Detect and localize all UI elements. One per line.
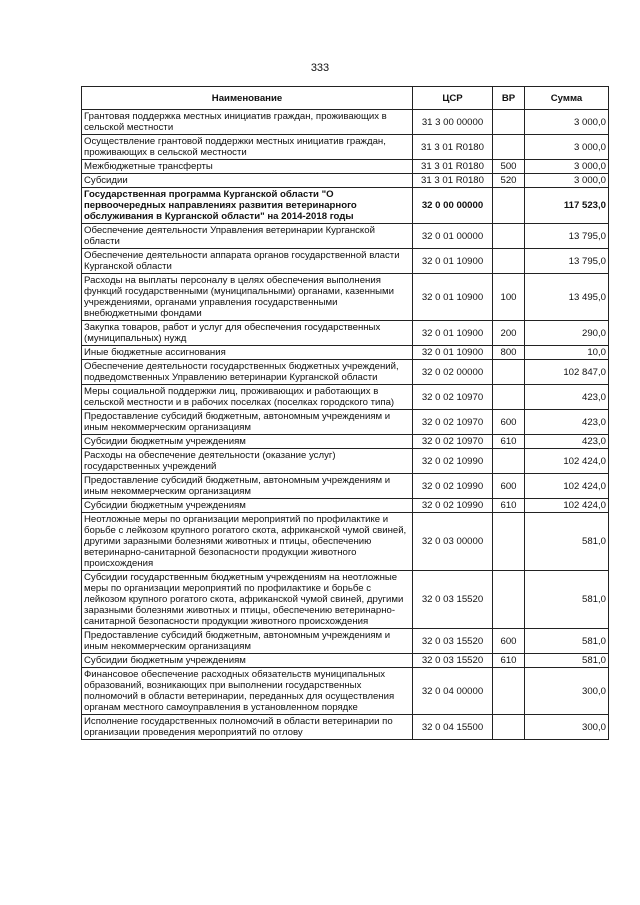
row-sum-cell: 3 000,0 (525, 174, 609, 188)
row-name-cell: Грантовая поддержка местных инициатив граждан, проживающих в сельской местности (82, 110, 413, 135)
row-name-cell: Исполнение государственных полномочий в области ветеринарии по организации проведения мероприятий по отлову (82, 715, 413, 740)
row-vr-cell: 800 (493, 346, 525, 360)
header-vr: ВР (493, 87, 525, 110)
row-sum-cell: 423,0 (525, 410, 609, 435)
row-csr-cell: 32 0 01 10900 (413, 321, 493, 346)
table-row (82, 174, 609, 188)
table-row (82, 410, 609, 435)
table-row (82, 249, 609, 274)
row-sum-cell: 117 523,0 (525, 188, 609, 224)
table-row (82, 715, 609, 740)
row-vr-cell (493, 449, 525, 474)
row-name-cell: Субсидии бюджетным учреждениям (82, 499, 413, 513)
table-row (82, 449, 609, 474)
row-vr-cell (493, 360, 525, 385)
row-sum-cell: 102 424,0 (525, 474, 609, 499)
row-vr-cell: 520 (493, 174, 525, 188)
row-vr-cell: 600 (493, 629, 525, 654)
row-name-cell: Субсидии государственным бюджетным учреждениям на неотложные меры по организации мероприятий по профилактике и борьбе с лейкозом крупного рогатого скота, африканской чумой свиней, другими заразными болезнями животных и птицы, обеспечению ветеринарно-санитарной безопасности продукции животного происхождения (82, 571, 413, 629)
row-vr-cell: 500 (493, 160, 525, 174)
row-vr-cell: 200 (493, 321, 525, 346)
table-row (82, 513, 609, 571)
row-sum-cell: 300,0 (525, 715, 609, 740)
table-row (82, 160, 609, 174)
row-csr-cell: 31 3 01 R0180 (413, 160, 493, 174)
row-sum-cell: 300,0 (525, 668, 609, 715)
row-csr-cell: 32 0 01 10900 (413, 249, 493, 274)
table-row (82, 654, 609, 668)
row-sum-cell: 10,0 (525, 346, 609, 360)
row-name-cell: Обеспечение деятельности Управления ветеринарии Курганской области (82, 224, 413, 249)
row-name-cell: Иные бюджетные ассигнования (82, 346, 413, 360)
row-csr-cell: 32 0 02 10970 (413, 410, 493, 435)
row-csr-cell: 31 3 01 R0180 (413, 174, 493, 188)
row-name-cell: Обеспечение деятельности государственных бюджетных учреждений, подведомственных Управлению ветеринарии Курганской области (82, 360, 413, 385)
row-name-cell: Неотложные меры по организации мероприятий по профилактике и борьбе с лейкозом крупного рогатого скота, африканской чумой свиней, другими заразными болезнями животных и птицы, обеспечению ветеринарно-санитарной безопасности продукции животного происхождения (82, 513, 413, 571)
row-vr-cell (493, 385, 525, 410)
row-sum-cell: 13 795,0 (525, 249, 609, 274)
row-sum-cell: 102 847,0 (525, 360, 609, 385)
table-row (82, 188, 609, 224)
row-csr-cell: 32 0 04 15500 (413, 715, 493, 740)
row-vr-cell: 600 (493, 474, 525, 499)
row-name-cell: Меры социальной поддержки лиц, проживающих и работающих в сельской местности и в рабочих поселках (поселках городского типа) (82, 385, 413, 410)
row-sum-cell: 581,0 (525, 513, 609, 571)
row-name-cell: Расходы на обеспечение деятельности (оказание услуг) государственных учреждений (82, 449, 413, 474)
row-sum-cell: 581,0 (525, 654, 609, 668)
row-name-cell: Субсидии бюджетным учреждениям (82, 654, 413, 668)
row-name-cell: Осуществление грантовой поддержки местных инициатив граждан, проживающих в сельской местности (82, 135, 413, 160)
row-name-cell: Предоставление субсидий бюджетным, автономным учреждениям и иным некоммерческим организациям (82, 474, 413, 499)
row-csr-cell: 32 0 03 15520 (413, 571, 493, 629)
row-csr-cell: 32 0 00 00000 (413, 188, 493, 224)
table-row (82, 435, 609, 449)
row-sum-cell: 13 495,0 (525, 274, 609, 321)
row-name-cell: Обеспечение деятельности аппарата органов государственной власти Курганской области (82, 249, 413, 274)
table-row (82, 629, 609, 654)
row-sum-cell: 3 000,0 (525, 160, 609, 174)
header-name: Наименование (82, 87, 413, 110)
row-sum-cell: 102 424,0 (525, 499, 609, 513)
row-sum-cell: 13 795,0 (525, 224, 609, 249)
row-csr-cell: 32 0 02 10970 (413, 435, 493, 449)
row-csr-cell: 31 3 01 R0180 (413, 135, 493, 160)
page-number: 333 (310, 62, 330, 74)
row-csr-cell: 32 0 02 10990 (413, 474, 493, 499)
row-name-cell: Расходы на выплаты персоналу в целях обеспечения выполнения функций государственными (муниципальными) органами, казенными учреждениями, органами управления государственными внебюджетными фондами (82, 274, 413, 321)
row-vr-cell (493, 110, 525, 135)
row-csr-cell: 31 3 00 00000 (413, 110, 493, 135)
row-vr-cell: 610 (493, 435, 525, 449)
row-name-cell: Государственная программа Курганской области "О первоочередных направлениях развития ветеринарного обслуживания в Курганской области" на 2014-2018 годы (82, 188, 413, 224)
row-vr-cell (493, 188, 525, 224)
row-csr-cell: 32 0 03 15520 (413, 629, 493, 654)
table-row (82, 571, 609, 629)
row-csr-cell: 32 0 02 10970 (413, 385, 493, 410)
row-vr-cell (493, 224, 525, 249)
row-vr-cell: 610 (493, 654, 525, 668)
row-csr-cell: 32 0 02 10990 (413, 449, 493, 474)
table-row (82, 360, 609, 385)
row-vr-cell (493, 135, 525, 160)
table-row (82, 385, 609, 410)
table-row (82, 274, 609, 321)
row-sum-cell: 102 424,0 (525, 449, 609, 474)
row-sum-cell: 581,0 (525, 629, 609, 654)
row-vr-cell: 610 (493, 499, 525, 513)
table-row (82, 499, 609, 513)
row-vr-cell (493, 249, 525, 274)
row-sum-cell: 3 000,0 (525, 110, 609, 135)
row-sum-cell: 423,0 (525, 385, 609, 410)
table-row (82, 668, 609, 715)
budget-table (81, 86, 609, 740)
row-name-cell: Финансовое обеспечение расходных обязательств муниципальных образований, возникающих при выполнении государственных полномочий в области ветеринарии, переданных для осуществления органам местного самоуправления в установленном порядке (82, 668, 413, 715)
table-row (82, 110, 609, 135)
row-vr-cell: 600 (493, 410, 525, 435)
header-csr: ЦСР (413, 87, 493, 110)
row-csr-cell: 32 0 02 00000 (413, 360, 493, 385)
row-csr-cell: 32 0 01 00000 (413, 224, 493, 249)
table-header-row (82, 87, 609, 110)
row-name-cell: Субсидии (82, 174, 413, 188)
row-sum-cell: 423,0 (525, 435, 609, 449)
row-vr-cell (493, 513, 525, 571)
row-name-cell: Межбюджетные трансферты (82, 160, 413, 174)
row-sum-cell: 290,0 (525, 321, 609, 346)
table-row (82, 224, 609, 249)
row-sum-cell: 3 000,0 (525, 135, 609, 160)
row-name-cell: Субсидии бюджетным учреждениям (82, 435, 413, 449)
table-row (82, 321, 609, 346)
row-vr-cell: 100 (493, 274, 525, 321)
row-csr-cell: 32 0 03 00000 (413, 513, 493, 571)
row-csr-cell: 32 0 04 00000 (413, 668, 493, 715)
row-csr-cell: 32 0 01 10900 (413, 346, 493, 360)
row-vr-cell (493, 571, 525, 629)
row-csr-cell: 32 0 03 15520 (413, 654, 493, 668)
table-body (82, 110, 609, 740)
row-csr-cell: 32 0 01 10900 (413, 274, 493, 321)
row-name-cell: Предоставление субсидий бюджетным, автономным учреждениям и иным некоммерческим организациям (82, 410, 413, 435)
header-sum: Сумма (525, 87, 609, 110)
table-row (82, 474, 609, 499)
row-name-cell: Закупка товаров, работ и услуг для обеспечения государственных (муниципальных) нужд (82, 321, 413, 346)
row-csr-cell: 32 0 02 10990 (413, 499, 493, 513)
table-row (82, 135, 609, 160)
row-vr-cell (493, 668, 525, 715)
row-name-cell: Предоставление субсидий бюджетным, автономным учреждениям и иным некоммерческим организациям (82, 629, 413, 654)
table-row (82, 346, 609, 360)
row-sum-cell: 581,0 (525, 571, 609, 629)
row-vr-cell (493, 715, 525, 740)
